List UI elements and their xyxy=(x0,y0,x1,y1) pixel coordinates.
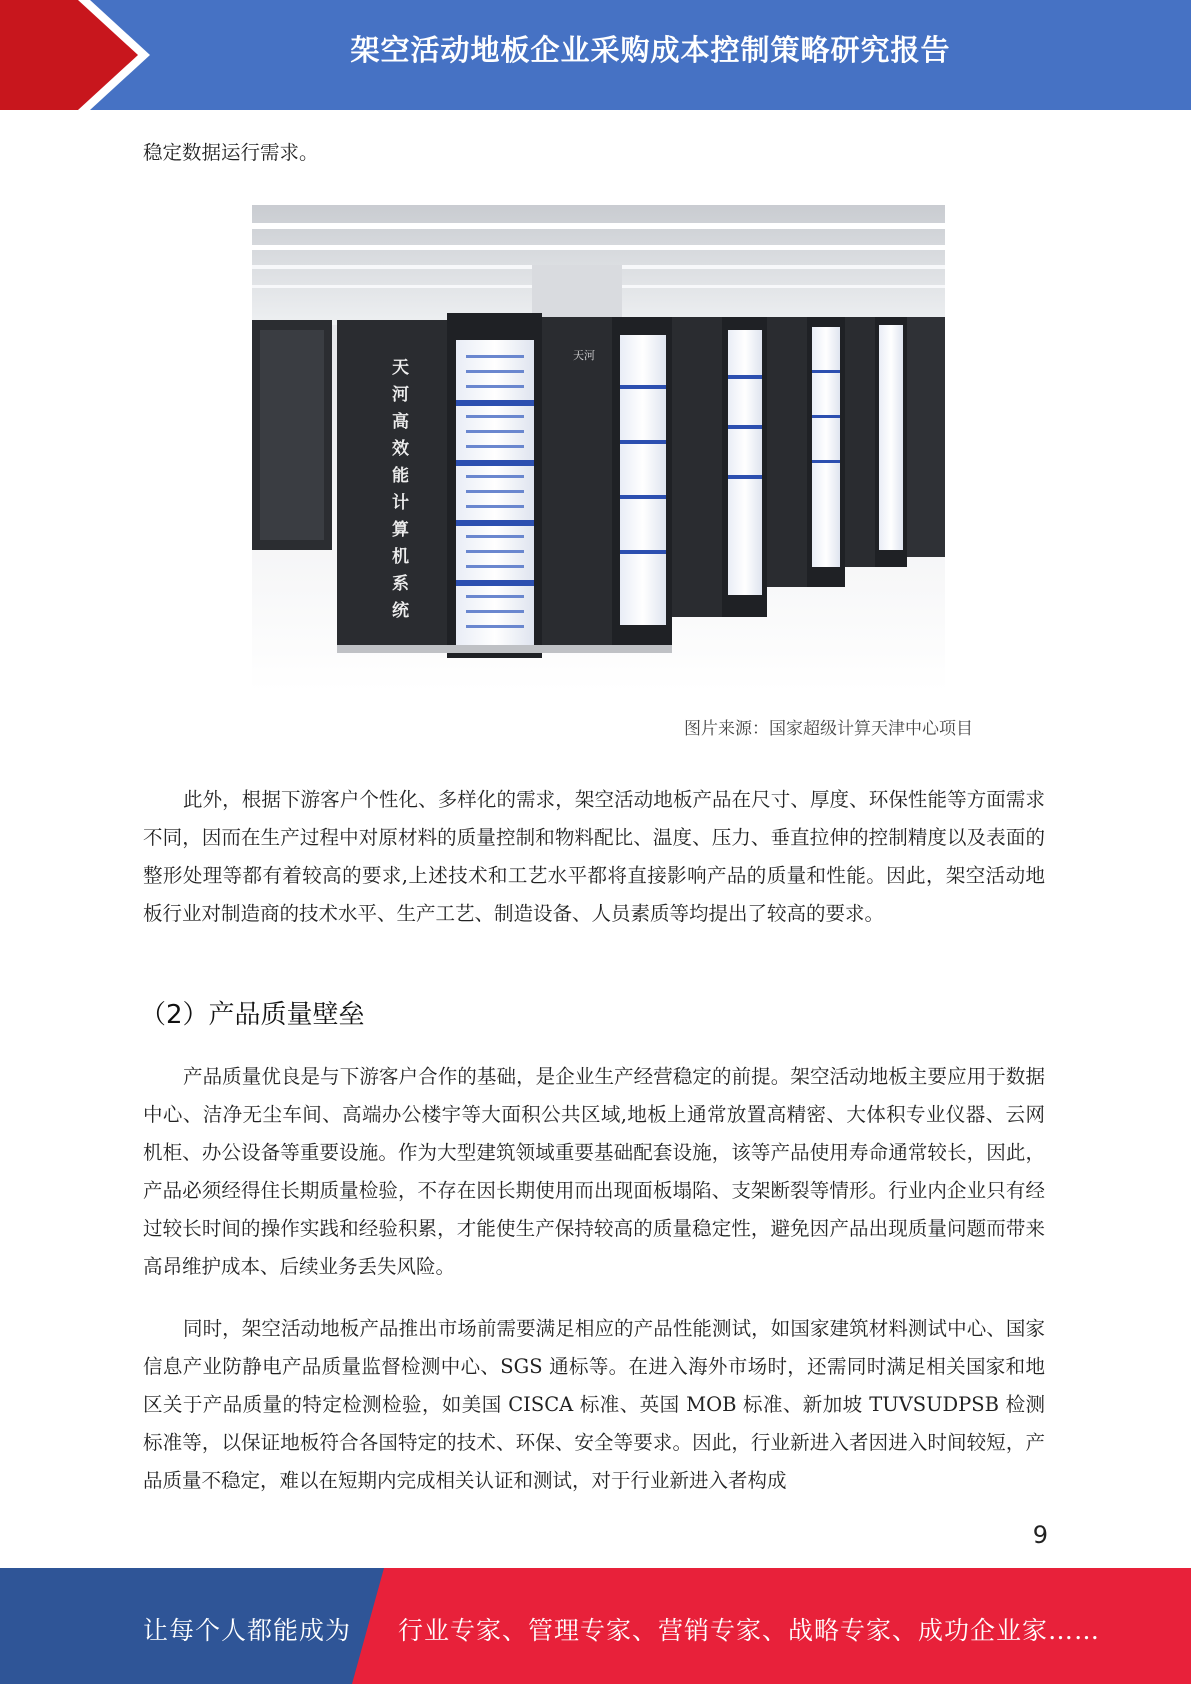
rack-door-label: 天河 xyxy=(573,349,595,362)
rack-vertical-label: 天河高效能计算机系统 xyxy=(392,358,409,621)
figure-caption: 图片来源：国家超级计算天津中心项目 xyxy=(684,719,973,739)
section-heading: （2）产品质量壁垒 xyxy=(140,1000,365,1030)
chevron-decoration-icon xyxy=(0,0,160,110)
footer-slogan-right: 行业专家、管理专家、营销专家、战略专家、成功企业家…… xyxy=(398,1616,1101,1645)
page-number: 9 xyxy=(1032,1521,1048,1549)
server-room-photo xyxy=(252,205,945,692)
intro-fragment: 稳定数据运行需求。 xyxy=(143,141,319,164)
paragraph-2: 产品质量优良是与下游客户合作的基础，是企业生产经营稳定的前提。架空活动地板主要应用于数据中心、洁净无尘车间、高端办公楼宇等大面积公共区域,地板上通常放置高精密、大体积专业仪器、云网机柜、办公设备等重要设施。作为大型建筑领域重要基础配套设施，该等产品使用寿命通常较长，因此，产品必须经得住长期质量检验，不存在因长期使用而出现面板塌陷、支架断裂等情形。行业内企业只有经过较长时间的操作实践和经验积累，才能使生产保持较高的质量稳定性，避免因产品出现质量问题而带来高昂维护成本、后续业务丢失风险。 xyxy=(143,1065,1045,1278)
paragraph-1: 此外，根据下游客户个性化、多样化的需求，架空活动地板产品在尺寸、厚度、环保性能等方面需求不同，因而在生产过程中对原材料的质量控制和物料配比、温度、压力、垂直拉伸的控制精度以及表面的整形处理等都有着较高的要求,上述技术和工艺水平都将直接影响产品的质量和性能。因此，架空活动地板行业对制造商的技术水平、生产工艺、制造设备、人员素质等均提出了较高的要求。 xyxy=(143,788,1045,925)
footer-slogan-left: 让每个人都能成为 xyxy=(143,1616,352,1645)
page-footer xyxy=(0,1568,1191,1684)
page-header xyxy=(0,0,1191,110)
paragraph-3: 同时，架空活动地板产品推出市场前需要满足相应的产品性能测试，如国家建筑材料测试中心、国家信息产业防静电产品质量监督检测中心、SGS 通标等。在进入海外市场时，还需同时满足相关国家和地区关于产品质量的特定检测检验，如美国 CISCA 标准、英国 MOB 标准、新加坡 TUVSUDPSB 检测标准等，以保证地板符合各国特定的技术、环保、安全等要求。因此，行业新进入者因进入时间较短，产品质量不稳定，难以在短期内完成相关认证和测试，对于行业新进入者构成 xyxy=(143,1317,1045,1492)
report-title: 架空活动地板企业采购成本控制策略研究报告 xyxy=(350,33,951,67)
